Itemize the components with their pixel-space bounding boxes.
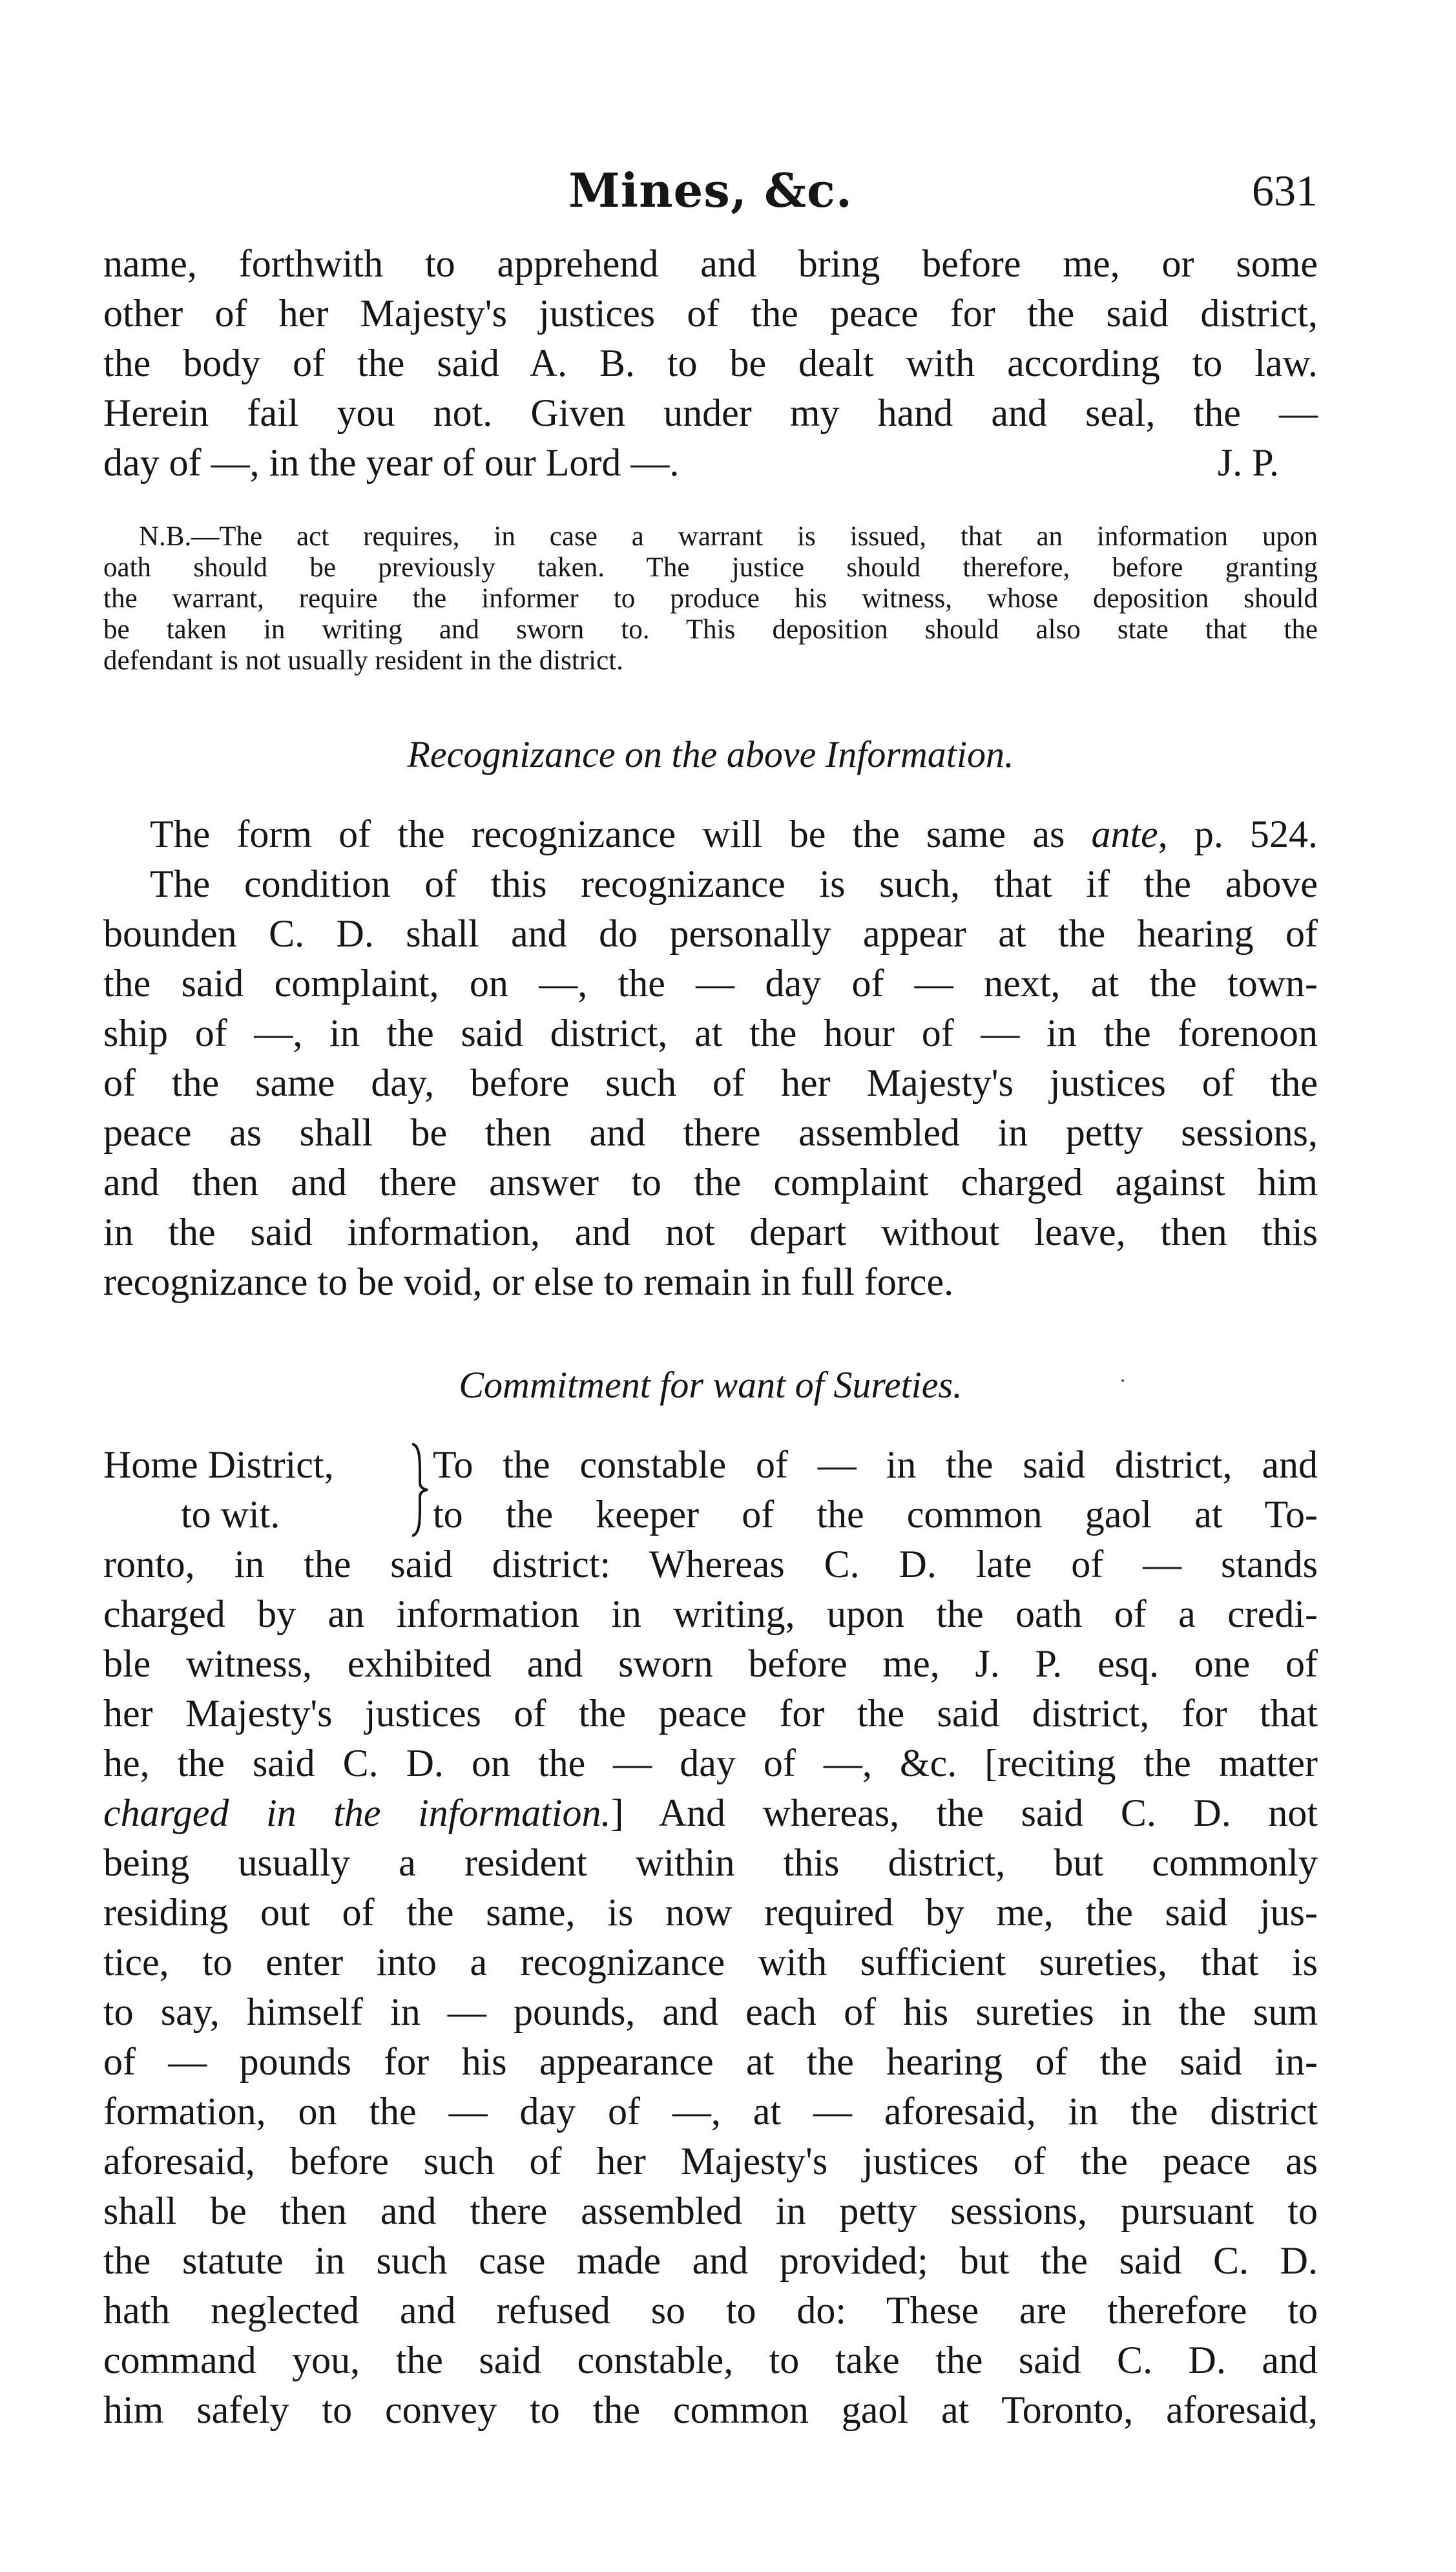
text-line: and then and there answer to the complaint charged against him — [103, 1161, 1318, 1204]
text-fragment: The form of the recognizance will be the same as — [150, 813, 1092, 855]
signature: J. P. — [1217, 441, 1279, 484]
note-line: be taken in writing and sworn to. This deposition should also state that the — [103, 614, 1318, 645]
page-number: 631 — [1252, 166, 1318, 215]
text-line: residing out of the same, is now required by me, the said jus- — [103, 1891, 1318, 1934]
note-line: the warrant, require the informer to produce his witness, whose deposition should — [103, 583, 1318, 614]
footnote — [103, 521, 1318, 676]
text-line: bounden C. D. shall and do personally appear at the hearing of — [103, 912, 1318, 955]
text-fragment: ] And whereas, the said C. D. not — [610, 1792, 1318, 1834]
book-page — [103, 162, 1318, 2435]
recognizance-text — [103, 810, 1318, 1307]
text-line: he, the said C. D. on the — day of —, &c. [reciting the matter — [103, 1742, 1318, 1784]
text-line — [103, 1788, 1318, 1838]
text-line: charged by an information in writing, upon the oath of a credi- — [103, 1593, 1318, 1635]
brace-icon — [407, 1440, 433, 1540]
venue-line: Home District, — [103, 1443, 334, 1486]
text-line: to say, himself in — pounds, and each of his sureties in the sum — [103, 1991, 1318, 2033]
italic-fragment: charged in the information. — [103, 1792, 611, 1834]
text-line: her Majesty's justices of the peace for the said district, for that — [103, 1692, 1318, 1735]
text-line: ship of —, in the said district, at the hour of — in the forenoon — [103, 1012, 1318, 1054]
text-line: shall be then and there assembled in petty sessions, pursuant to — [103, 2190, 1318, 2232]
venue — [103, 1440, 407, 1540]
text-line: the statute in such case made and provided; but the said C. D. — [103, 2239, 1318, 2282]
warrant-tail — [103, 239, 1318, 488]
address — [433, 1440, 1318, 1540]
text-line: The condition of this recognizance is such, that if the above — [150, 863, 1318, 905]
text-line: hath neglected and refused so to do: These are therefore to — [103, 2289, 1318, 2332]
note-line: N.B.—The act requires, in case a warrant is issued, that an information upon — [139, 521, 1318, 552]
text-line: command you, the said constable, to take the said C. D. and — [103, 2339, 1318, 2381]
text-line: to the keeper of the common gaol at To- — [433, 1493, 1318, 1536]
italic-ante: ante — [1091, 813, 1158, 855]
page-header — [103, 162, 1318, 239]
stray-mark — [1121, 1379, 1124, 1382]
text-line: ronto, in the said district: Whereas C. D. late of — stands — [103, 1543, 1318, 1585]
text-line: aforesaid, before such of her Majesty's justices of the peace as — [103, 2140, 1318, 2182]
text-line: formation, on the — day of —, at — aforesaid, in the district — [103, 2090, 1318, 2133]
running-title: Mines, &c. — [568, 163, 853, 218]
venue-block — [103, 1440, 1318, 1540]
text-line: peace as shall be then and there assembled in petty sessions, — [103, 1111, 1318, 1154]
text-line: name, forthwith to apprehend and bring before me, or some — [103, 242, 1318, 285]
commitment-text — [103, 1440, 1318, 2435]
text-line: day of —, in the year of our Lord —. — [103, 441, 680, 484]
note-line: defendant is not usually resident in the district. — [103, 645, 623, 676]
text-line: in the said information, and not depart without leave, then this — [103, 1211, 1318, 1253]
recognizance-heading: Recognizance on the above Information. — [407, 733, 1014, 775]
note-line: oath should be previously taken. The justice should therefore, before granting — [103, 552, 1318, 583]
text-line: other of her Majesty's justices of the peace for the said district, — [103, 292, 1318, 335]
text-line: tice, to enter into a recognizance with sufficient sureties, that is — [103, 1941, 1318, 1983]
venue-line: to wit. — [181, 1493, 280, 1536]
text-line: being usually a resident within this district, but commonly — [103, 1841, 1318, 1884]
signature-line — [103, 438, 1318, 488]
text-line: the said complaint, on —, the — day of — next, at the town- — [103, 962, 1318, 1005]
text-line: To the constable of — in the said district, and — [433, 1443, 1318, 1486]
text-line: ble witness, exhibited and sworn before me, J. P. esq. one of — [103, 1642, 1318, 1685]
text-fragment: , p. 524. — [1158, 813, 1318, 855]
text-line: of — pounds for his appearance at the hearing of the said in- — [103, 2040, 1318, 2083]
text-line: him safely to convey to the common gaol at Toronto, aforesaid, — [103, 2389, 1318, 2431]
text-line: of the same day, before such of her Majesty's justices of the — [103, 1061, 1318, 1104]
text-line — [103, 810, 1318, 859]
text-line: the body of the said A. B. to be dealt with according to law. — [103, 342, 1318, 384]
text-line: Herein fail you not. Given under my hand and seal, the — — [103, 392, 1318, 434]
commitment-heading: Commitment for want of Sureties. — [459, 1364, 962, 1406]
brace — [407, 1440, 433, 1540]
text-line: recognizance to be void, or else to remain in full force. — [103, 1260, 954, 1303]
